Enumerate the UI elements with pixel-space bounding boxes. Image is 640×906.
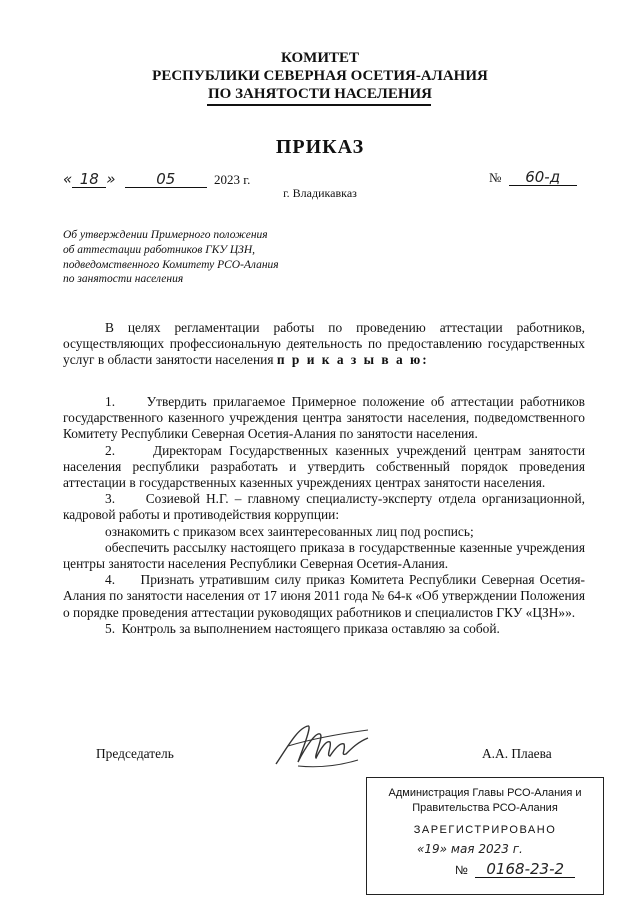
stamp-registered: ЗАРЕГИСТРИРОВАНО	[413, 824, 557, 836]
preamble-order-word: п р и к а з ы в а ю:	[276, 352, 429, 368]
number-sign: №	[489, 170, 502, 185]
order-number	[489, 170, 577, 186]
header-republic: РЕСПУБЛИКИ СЕВЕРНАЯ ОСЕТИЯ-АЛАНИЯ	[152, 68, 488, 84]
signatory-position: Председатель	[96, 746, 174, 761]
stamp-number	[455, 862, 575, 878]
handwritten-signature	[268, 716, 378, 776]
stamp-date: «19» мая 2023 г.	[417, 842, 523, 856]
header-underline	[207, 104, 431, 106]
preamble-text: В целях регламентации работы по проведению аттестации работников, осуществляющих профессиональную деятельность по предоставлению государственных услуг в области занятости населения	[63, 320, 585, 368]
order-item-4: 4. Признать утратившим силу приказ Комитета Республики Северная Осетия-Алания по занятости населения от 17 июня 2011 года № 64-к «Об утверждении Положения о порядке проведения аттестации руководящих работников и специалистов ГКУ «ЦЗН»».	[63, 572, 585, 620]
signatory-name: А.А. Плаева	[482, 746, 552, 761]
order-items	[63, 394, 585, 637]
subject-line: Об утверждении Примерного положения	[63, 229, 268, 241]
subject-line: об аттестации работников ГКУ ЦЗН,	[63, 243, 256, 256]
date-close-quote: »	[106, 170, 116, 188]
stamp-number-value: 0168-23-2	[475, 862, 575, 878]
preamble-paragraph	[63, 320, 585, 369]
subject-line: по занятости населения	[63, 273, 184, 286]
subject-line: подведомственного Комитету РСО-Алания	[63, 258, 279, 271]
stamp-line-1: Администрация Главы РСО-Алания и	[388, 787, 582, 799]
order-subject	[63, 228, 363, 287]
number-value: 60-д	[509, 170, 577, 186]
order-item-2: 2. Директорам Государственных казенных учреждений центрам занятости населения республики разработать и утвердить собственный порядок проведения аттестации в государственных казенных учреждениях центрах занятости населения.	[63, 442, 585, 491]
header-committee: КОМИТЕТ	[280, 50, 359, 66]
order-item-3: 3. Созиевой Н.Г. – главному специалисту-эксперту отдела организационной, кадровой работы и противодействия коррупции:	[63, 491, 585, 523]
order-item-3-subpoint-2: обеспечить рассылку настоящего приказа в государственные казенные учреждения центры занятости населения Республики Северная Осетия-Алания.	[63, 539, 585, 572]
document-title: ПРИКАЗ	[275, 136, 365, 158]
date-month: 05	[125, 172, 207, 188]
stamp-line-2: Правительства РСО-Алания	[412, 802, 558, 814]
registration-stamp	[366, 777, 604, 895]
date-open-quote: «	[63, 170, 73, 188]
stamp-number-sign: №	[455, 863, 468, 877]
header-department: ПО ЗАНЯТОСТИ НАСЕЛЕНИЯ	[208, 86, 432, 102]
date-year: 2023 г.	[214, 172, 251, 187]
city: г. Владикавказ	[283, 186, 357, 200]
date-day: 18	[72, 172, 106, 188]
order-item-3-subpoint-1: ознакомить с приказом всех заинтересованных лиц под роспись;	[105, 523, 474, 539]
order-item-5: 5. Контроль за выполнением настоящего приказа оставляю за собой.	[105, 620, 500, 636]
preamble	[63, 320, 585, 369]
order-item-1: 1. Утвердить прилагаемое Примерное положение об аттестации работников государственного казенного учреждения центра занятости населения, подведомственного Комитету Республики Северная Осетия-Алания по занятости населения.	[63, 394, 585, 442]
